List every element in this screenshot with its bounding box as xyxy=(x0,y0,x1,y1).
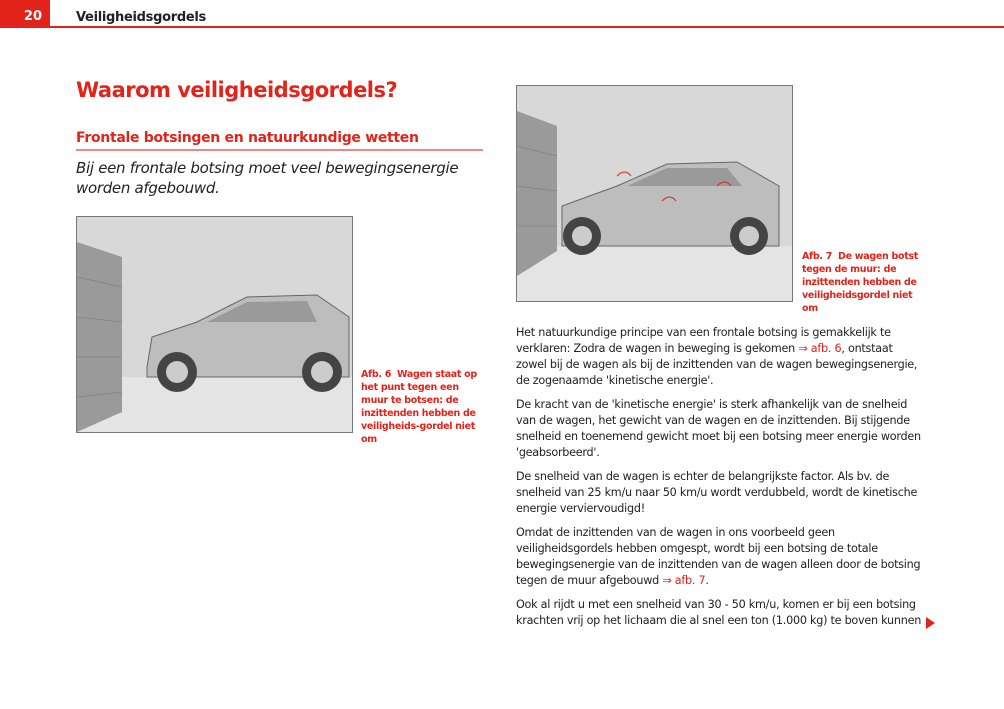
text: , ontstaat zowel bij de wagen als bij de inzittenden van de wagen bewegingsenergie, de zogenaamde 'kinetische energie'. xyxy=(516,342,918,387)
figure-7-image xyxy=(516,85,793,302)
body-text xyxy=(516,325,926,637)
header-rule xyxy=(50,26,1004,28)
subtitle: Frontale botsingen en natuurkundige wetten xyxy=(76,130,483,151)
paragraph xyxy=(516,325,926,389)
page-number: 20 xyxy=(0,0,50,28)
figure-6-caption: Afb. 6 Wagen staat op het punt tegen een muur te botsen: de inzittenden hebben de veiligheids-gordel niet om xyxy=(361,369,477,445)
paragraph xyxy=(516,525,926,589)
paragraph: Ook al rijdt u met een snelheid van 30 - 50 km/u, komen er bij een botsing krachten vrij op het lichaam die al snel een ton (1.000 kg) te boven kunnen xyxy=(516,598,922,627)
figure-6-link[interactable]: ⇒ afb. 6 xyxy=(798,342,842,355)
text: Het natuurkundige principe van een frontale botsing is gemakkelijk te verklaren: Zodra de wagen in beweging is gekomen xyxy=(516,326,891,355)
paragraph: De snelheid van de wagen is echter de belangrijkste factor. Als bv. de snelheid van 25 km/u naar 50 km/u wordt verdubbeld, wordt de kinetische energie verviervoudigd! xyxy=(516,470,918,515)
continue-arrow-icon xyxy=(926,617,935,629)
figure-6-image xyxy=(76,216,353,433)
figure-7-link[interactable]: ⇒ afb. 7 xyxy=(662,574,706,587)
text: . xyxy=(705,574,709,587)
section-title: Veiligheidsgordels xyxy=(76,10,206,25)
page-title: Waarom veiligheidsgordels? xyxy=(76,78,398,102)
intro-text: Bij een frontale botsing moet veel bewegingsenergie worden afgebouwd. xyxy=(76,159,459,197)
figure-7-caption: Afb. 7 De wagen botst tegen de muur: de inzittenden hebben de veiligheidsgordel niet om xyxy=(802,251,919,314)
paragraph: De kracht van de 'kinetische energie' is sterk afhankelijk van de snelheid van de wagen, het gewicht van de wagen en de inzittenden. Bij stijgende snelheid en toenemend gewicht moet bij een botsing meer energie worden 'geabsorbeerd'. xyxy=(516,398,921,459)
text: Omdat de inzittenden van de wagen in ons voorbeeld geen veiligheidsgordels hebben omgespt, wordt bij een botsing de totale bewegingsenergie van de inzittenden van de wagen alleen door de botsing tegen de muur afgebouwd xyxy=(516,526,921,587)
